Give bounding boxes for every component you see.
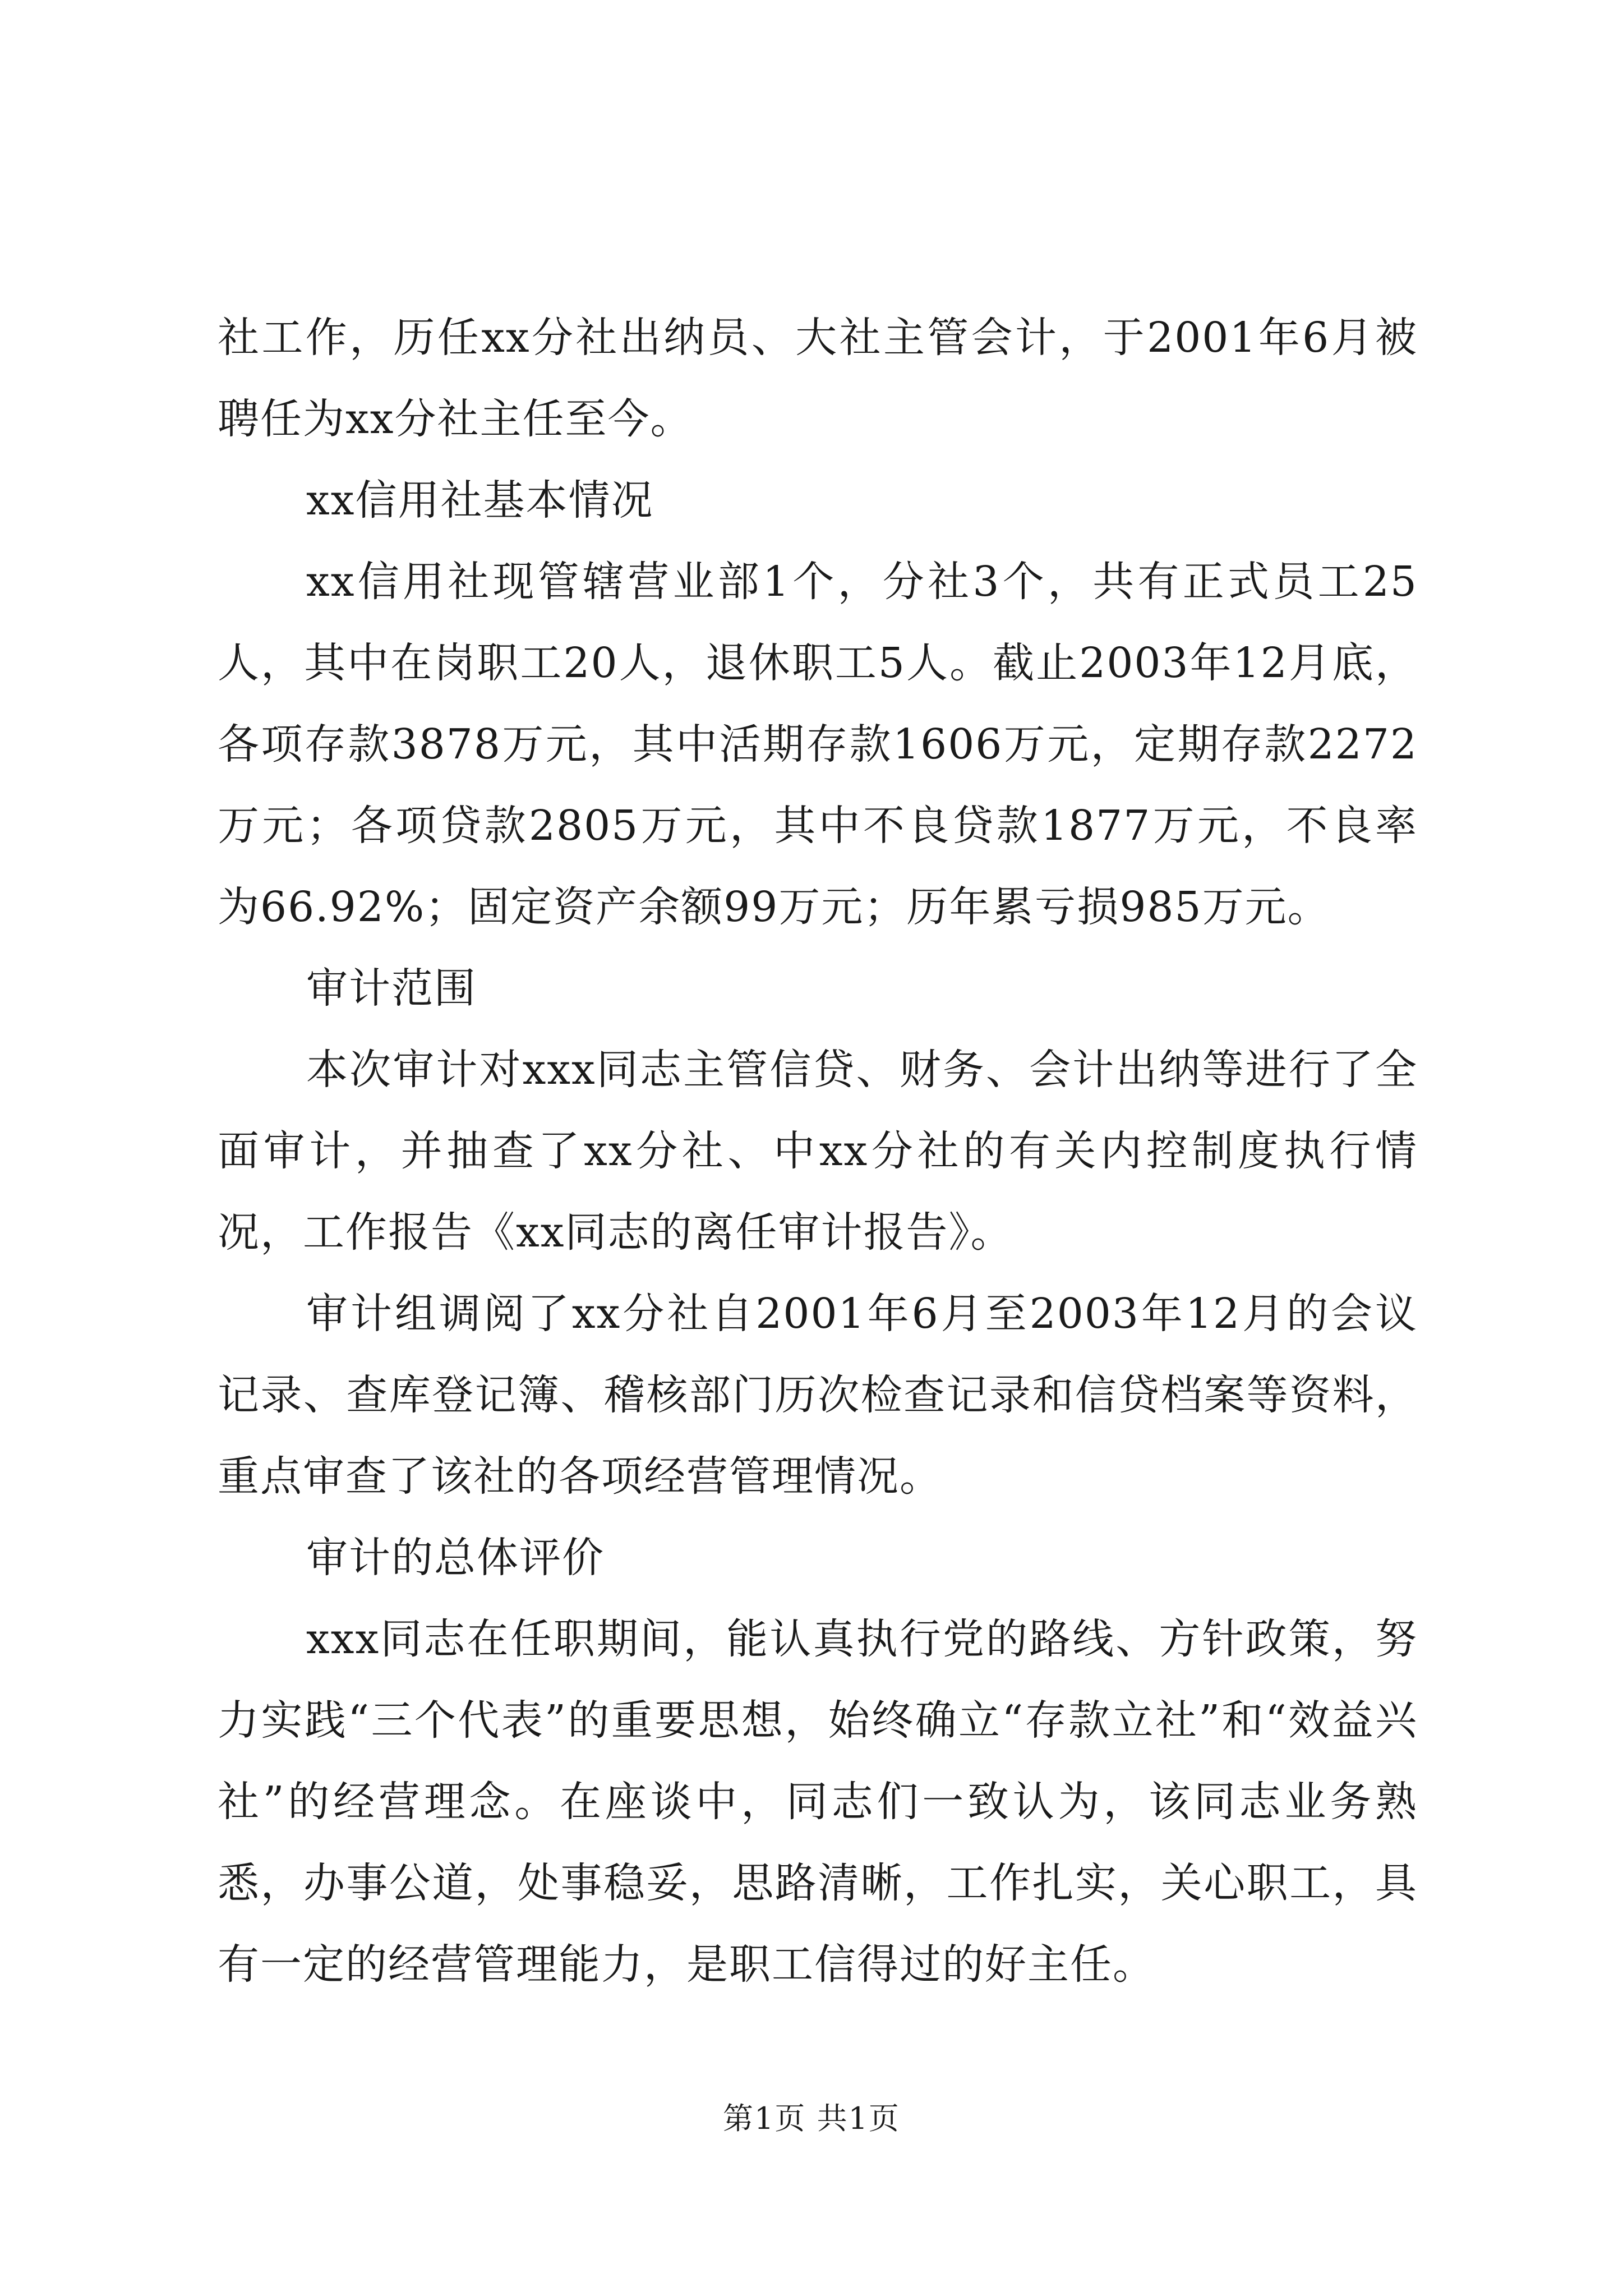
section-heading-overall-evaluation: 审计的总体评价	[306, 1534, 605, 1582]
paragraph-audit-records: 审计组调阅了xx分社自2001年6月至2003年12月的会议记录、查库登记簿、稽核部门历次检查记录和信贷档案等资料，重点审查了该社的各项经营管理情况。	[218, 1290, 1418, 1501]
paragraph-audit-scope: 本次审计对xxx同志主管信贷、财务、会计出纳等进行了全面审计，并抽查了xx分社、中xx分社的有关内控制度执行情况，工作报告《xx同志的离任审计报告》。	[218, 1046, 1418, 1257]
document-body	[218, 297, 1418, 2005]
paragraph-overall-evaluation: xxx同志在任职期间，能认真执行党的路线、方针政策，努力实践“三个代表”的重要思想，始终确立“存款立社”和“效益兴社”的经营理念。在座谈中，同志们一致认为，该同志业务熟悉，办事公道，处事稳妥，思路清晰，工作扎实，关心职工，具有一定的经营管理能力，是职工信得过的好主任。	[218, 1615, 1418, 1989]
section-heading-audit-scope: 审计范围	[306, 964, 477, 1013]
page-footer: 第1页 共1页	[723, 2101, 900, 2136]
paragraph-basic-info: xx信用社现管辖营业部1个，分社3个，共有正式员工25人，其中在岗职工20人，退休职工5人。截止2003年12月底，各项存款3878万元，其中活期存款1606万元，定期存款2272万元；各项贷款2805万元，其中不良贷款1877万元，不良率为66.92%；固定资产余额99万元；历年累亏损985万元。	[218, 558, 1418, 931]
paragraph-continuation: 社工作，历任xx分社出纳员、大社主管会计，于2001年6月被聘任为xx分社主任至今。	[218, 314, 1418, 443]
section-heading-basic-info: xx信用社基本情况	[306, 476, 654, 524]
